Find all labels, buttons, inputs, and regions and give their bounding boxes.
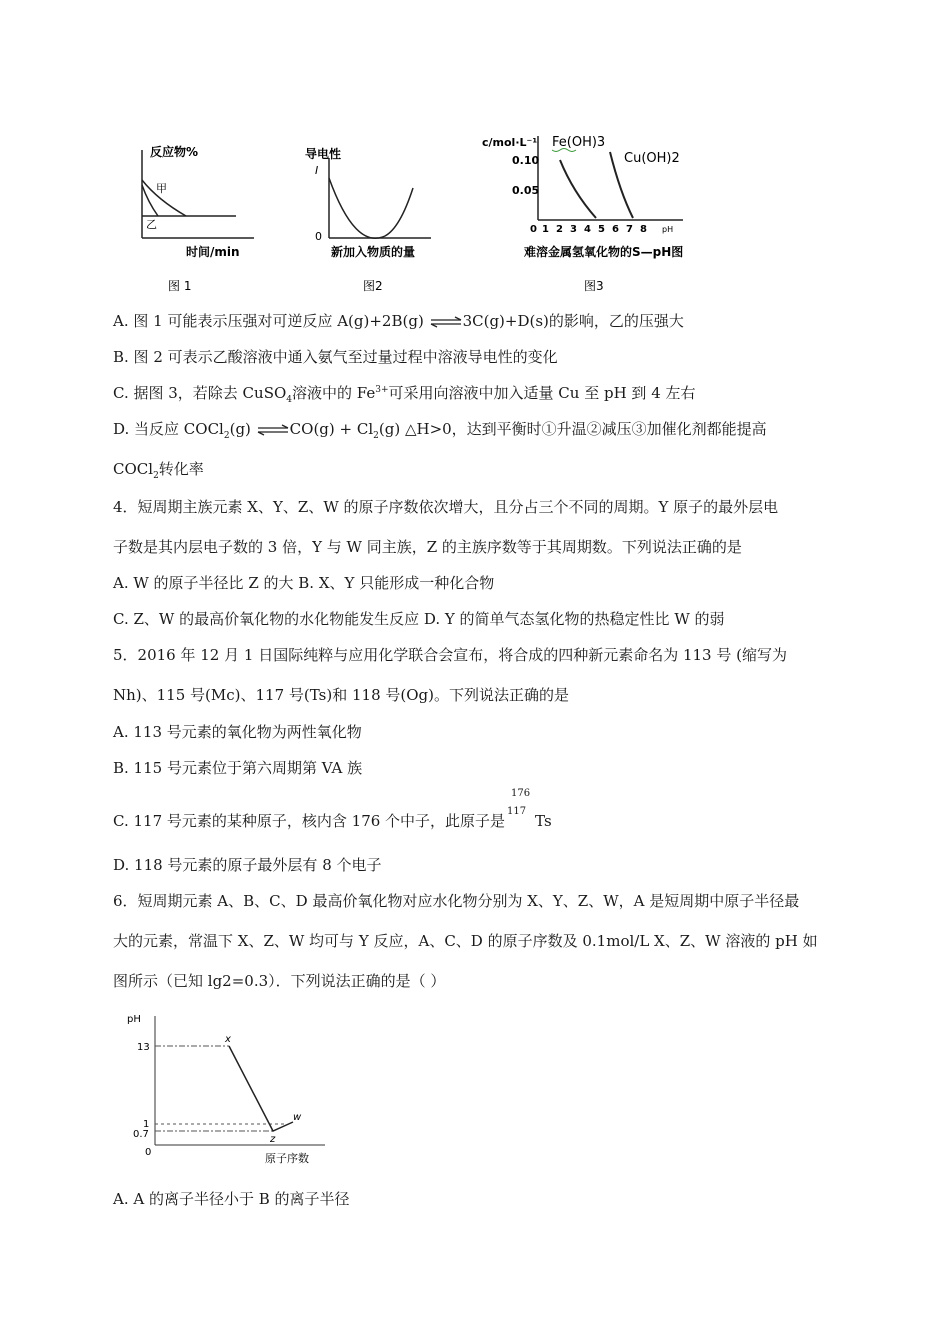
figure-ph-atomic-number	[125, 1010, 335, 1170]
q5-stem-1: 5．2016 年 12 月 1 日国际纯粹与应用化学联合会宣布，将合成的四种新元素命名为 113 号 (缩写为	[113, 646, 787, 664]
fig4-xlabel: 原子序数	[265, 1152, 309, 1165]
fig2-caption: 图2	[363, 279, 383, 293]
figure-1	[128, 140, 258, 295]
fig3-xtick: 1	[542, 224, 549, 235]
fig4-ytick-0: 0	[145, 1147, 152, 1158]
q3-option-d-cont: COCl$_2$转化率	[113, 460, 204, 481]
equilibrium-arrow-icon	[256, 424, 290, 436]
q6-stem-1: 6．短周期元素 A、B、C、D 最高价氧化物对应水化物分别为 X、Y、Z、W，A 是短周期中原子半径最	[113, 892, 800, 910]
fig3-xtick: 5	[598, 224, 605, 235]
fig3-xlabel: 难溶金属氢氧化物的S—pH图	[524, 245, 684, 259]
q6-option-a: A. A 的离子半径小于 B 的离子半径	[113, 1190, 350, 1208]
q5-option-c: C. 117 号元素的某种原子，核内含 176 个中子，此原子是 176 117 Ts	[113, 788, 552, 830]
fig3-caption: 图3	[584, 279, 604, 293]
fig1-jia-label: 甲	[156, 182, 167, 195]
point-w-label: w	[293, 1112, 302, 1123]
fig2-curve	[329, 178, 413, 238]
fig4-ytick-07: 0.7	[133, 1129, 149, 1140]
fig4-ytick-1: 1	[143, 1119, 150, 1130]
figure-2	[305, 140, 455, 295]
q4-options-ab: A. W 的原子半径比 Z 的大 B. X、Y 只能形成一种化合物	[113, 574, 495, 592]
fig3-xtick: 6	[612, 224, 619, 235]
fig3-series-b: Cu(OH)2	[624, 151, 680, 166]
fig3-ylabel: c/mol·L⁻¹	[482, 136, 538, 149]
q3-option-b: B. 图 2 可表示乙酸溶液中通入氨气至过量过程中溶液导电性的变化	[113, 348, 558, 366]
fig3-xtick: 3	[570, 224, 577, 235]
point-x-label: x	[225, 1034, 231, 1045]
fig1-yi-label: 乙	[146, 218, 157, 231]
point-z-label: z	[270, 1134, 276, 1145]
fig3-ytick-005: 0.05	[512, 184, 540, 197]
q3-option-d: D. 当反应 COCl$_2$(g) $CO(g) + Cl_2(g)$ △H>0，达到平衡时①升温②减压③加催化剂都能提高	[113, 420, 767, 441]
figure-3	[478, 122, 718, 297]
fig3-xtick: 8	[640, 224, 647, 235]
fig3-xtick: 7	[626, 224, 633, 235]
q6-stem-3: 图所示（已知 lg2=0.3）．下列说法正确的是（ ）	[113, 972, 446, 990]
q5-option-d: D. 118 号元素的原子最外层有 8 个电子	[113, 856, 382, 874]
fig3-xtick: 4	[584, 224, 591, 235]
fig4-ylabel: pH	[127, 1014, 141, 1025]
q5-option-b: B. 115 号元素位于第六周期第 VA 族	[113, 759, 363, 777]
fig1-ylabel: 反应物%	[150, 145, 199, 159]
fe-oh3-curve	[560, 160, 596, 218]
fig2-ylabel: 导电性	[305, 147, 342, 161]
q5-stem-2: Nh)、115 号(Mc)、117 号(Ts)和 118 号(Og)。下列说法正确的是	[113, 686, 569, 704]
fig3-ytick-010: 0.10	[512, 154, 540, 167]
q3-option-c: C. 据图 3，若除去 CuSO$_4$溶液中的 $Fe^{3+}$可采用向溶液中加入适量 Cu 至 pH 到 4 左右	[113, 384, 696, 405]
isotope-notation: 176 117	[507, 788, 531, 817]
fig1-caption: 图 1	[168, 279, 192, 293]
fig2-xlabel: 新加入物质的量	[331, 245, 416, 259]
q6-stem-2: 大的元素，常温下 X、Z、W 均可与 Y 反应，A、C、D 的原子序数及 0.1mol/L X、Z、W 溶液的 pH 如	[113, 932, 818, 950]
q4-stem-2: 子数是其内层电子数的 3 倍，Y 与 W 同主族，Z 的主族序数等于其周期数。下列说法正确的是	[113, 538, 742, 556]
q4-stem-1: 4．短周期主族元素 X、Y、Z、W 的原子序数依次增大，且分占三个不同的周期。Y 原子的最外层电	[113, 498, 779, 516]
q5-option-a: A. 113 号元素的氧化物为两性氧化物	[113, 723, 362, 741]
fig3-xtick: 2	[556, 224, 563, 235]
fig3-xunit: pH	[662, 225, 674, 234]
fig1-xlabel: 时间/min	[186, 245, 240, 259]
fig4-ytick-13: 13	[137, 1042, 150, 1053]
fig3-series-a: Fe(OH)3	[552, 135, 606, 150]
q3-option-a: A. 图 1 可能表示压强对可逆反应 A(g)+2B(g) 3C(g)+D(s)的影响，乙的压强大	[113, 312, 684, 330]
equilibrium-arrow-icon	[429, 316, 463, 328]
ph-line	[229, 1046, 293, 1131]
fig2-y-symbol: I	[315, 164, 319, 177]
fig3-ytick-0: 0	[530, 224, 537, 235]
fig2-origin: 0	[315, 230, 322, 243]
q4-options-cd: C. Z、W 的最高价氧化物的水化物能发生反应 D. Y 的简单气态氢化物的热稳定性比 W 的弱	[113, 610, 725, 628]
